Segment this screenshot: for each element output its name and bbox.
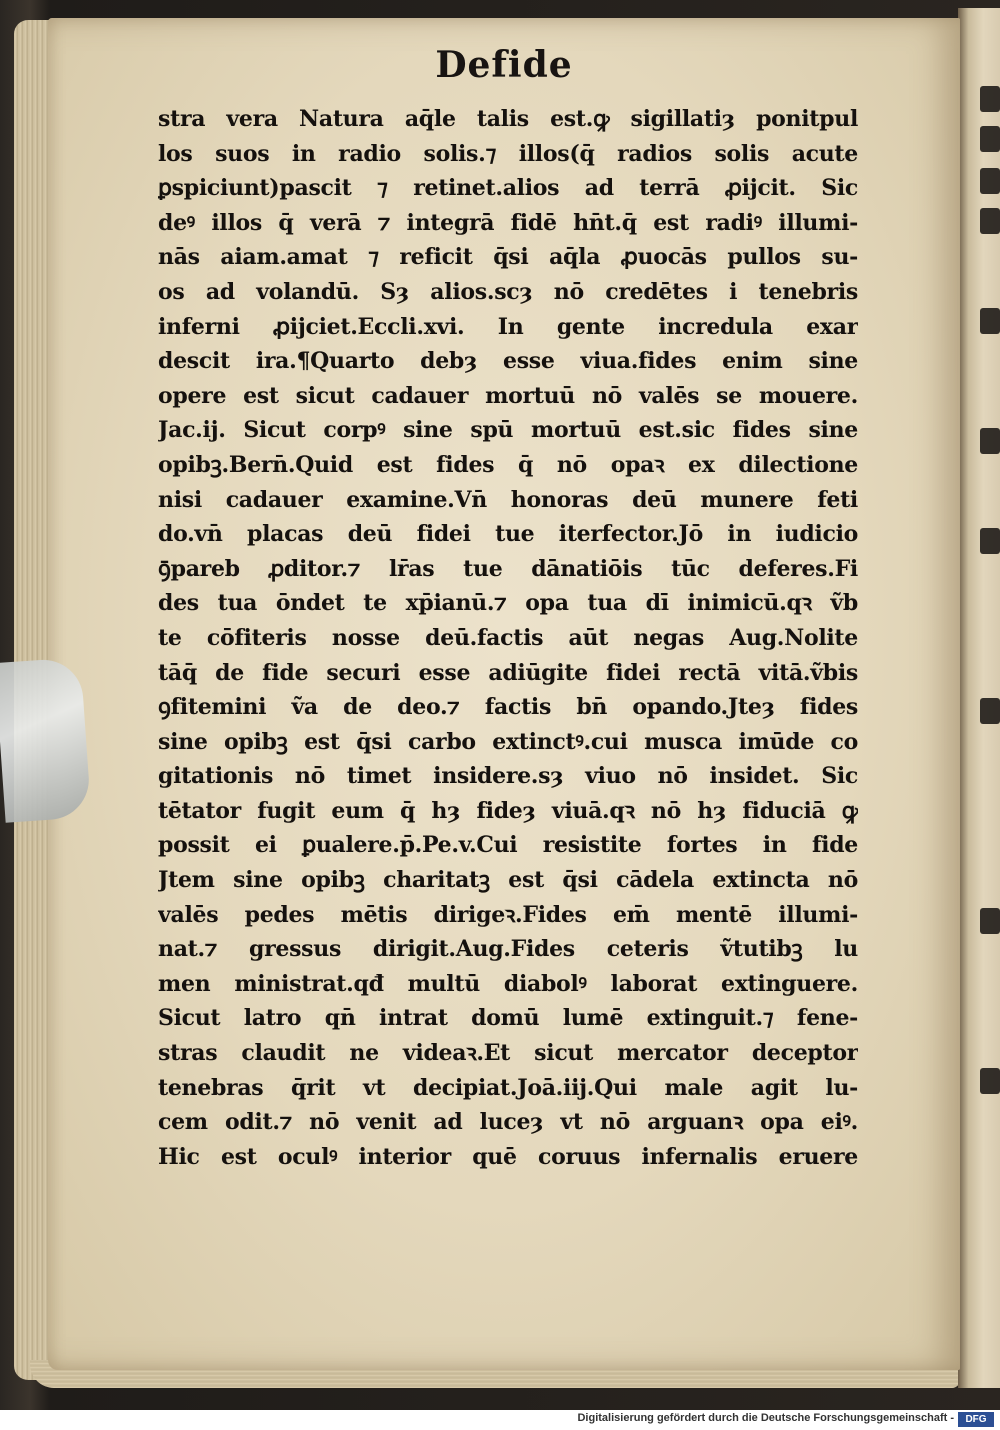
text-line: tāq̄ de fide securi esse adiūgite fidei rectā vitā.ṽbis <box>158 659 858 686</box>
facing-page-text-fragment <box>980 1068 1000 1094</box>
bookmark-tab <box>0 657 91 823</box>
text-line: os ad volandū. Sȝ alios.scȝ nō credētes i tenebris <box>158 278 858 305</box>
text-line: valēs pedes mētis dirigeꝛ.Fides em̄ mentē illumi- <box>158 901 858 928</box>
text-line: te cōfiteris nosse deū.factis aūt negas Aug.Nolite <box>158 624 858 651</box>
text-line: men ministrat.qđ multū diabolꝰ laborat extinguere. <box>158 970 858 997</box>
text-line: opere est sicut cadauer mortuū nō valēs se mouere. <box>158 382 858 409</box>
text-line: do.vn̄ placas deū fidei tue iterfector.Jō in iudicio <box>158 521 858 548</box>
text-line: tētator fugit eum q̄ hȝ fideȝ viuā.qꝛ nō hȝ fiduciā ꝙ <box>158 797 858 824</box>
text-line: ꝯ̄pareb ꝓditor.⁊ lr̄as tue dānatiōis tūc deferes.Fi <box>158 555 858 582</box>
dfg-logo: DFG <box>958 1412 994 1427</box>
text-line: nās aiam.amat ⁊ reficit q̄si aq̄la ꝓuocās pullos su- <box>158 244 858 271</box>
text-line: ꝑspiciunt)pascit ⁊ retinet.alios ad terrā ꝓijcit. Sic <box>158 175 858 202</box>
text-line: stras claudit ne videaꝛ.Et sicut mercator deceptor <box>158 1040 858 1067</box>
footer-credit-text: Digitalisierung gefördert durch die Deutsche Forschungsgemeinschaft - <box>577 1412 954 1424</box>
facing-page-text-fragment <box>980 126 1000 152</box>
text-line: nat.⁊ gressus dirigit.Aug.Fides ceteris ṽtutibꝫ lu <box>158 936 858 963</box>
page-heading: Defide <box>435 44 573 86</box>
text-line: des tua ōndet te xp̄ianū.⁊ opa tua dī inimicū.qꝛ ṽb <box>158 590 858 617</box>
text-line: tenebras q̄rit vt decipiat.Joā.iij.Qui male agit lu- <box>158 1074 858 1101</box>
facing-page-edge <box>958 8 1000 1388</box>
facing-page-text-fragment <box>980 168 1000 194</box>
text-line: nisi cadauer examine.Vn̄ honoras deū munere feti <box>158 486 858 513</box>
text-line: Jac.ij. Sicut corpꝰ sine spū mortuū est.sic fides sine <box>158 417 858 444</box>
text-line: opibꝫ.Bern̄.Quid est fides q̄ nō opaꝛ ex dilectione <box>158 451 858 478</box>
facing-page-text-fragment <box>980 308 1000 334</box>
text-line: possit ei ꝑualere.p̄.Pe.v.Cui resistite fortes in fide <box>158 832 858 859</box>
facing-page-text-fragment <box>980 86 1000 112</box>
text-line: sine opibꝫ est q̄si carbo extinctꝰ.cui musca imūde co <box>158 728 858 755</box>
text-line: los suos in radio solis.⁊ illos(q̄ radios solis acute <box>158 140 858 167</box>
text-line: gitationis nō timet insidere.sȝ viuo nō insidet. Sic <box>158 763 858 790</box>
page-text-block <box>158 102 858 1174</box>
text-line: deꝰ illos q̄ verā ⁊ integrā fidē hn̄t.q̄ est radiꝰ illumi- <box>158 209 858 236</box>
text-line: Jtem sine opibꝫ charitatꝫ est q̄si cādela extincta nō <box>158 867 858 894</box>
text-line: descit ira.¶Quarto debȝ esse viua.fides enim sine <box>158 348 858 375</box>
facing-page-text-fragment <box>980 208 1000 234</box>
facing-page-text-fragment <box>980 698 1000 724</box>
facing-page-text-fragment <box>980 428 1000 454</box>
text-line: Hic est oculꝰ interior quē coruus infernalis eruere <box>158 1143 858 1170</box>
text-line: Sicut latro qn̄ intrat domū lumē extinguit.⁊ fene- <box>158 1005 858 1032</box>
text-line: ꝯfitemini ṽa de deo.⁊ factis bn̄ opando.Jteȝ fides <box>158 694 858 721</box>
facing-page-text-fragment <box>980 908 1000 934</box>
text-line: inferni ꝓijciet.Eccli.xvi. In gente incredula exar <box>158 313 858 340</box>
text-line: cem odit.⁊ nō venit ad luceȝ vt nō arguanꝛ opa eiꝰ. <box>158 1109 858 1136</box>
facing-page-text-fragment <box>980 528 1000 554</box>
text-line: stra vera Natura aq̄le talis est.ꝙ sigillatiȝ ponitpul <box>158 106 858 132</box>
